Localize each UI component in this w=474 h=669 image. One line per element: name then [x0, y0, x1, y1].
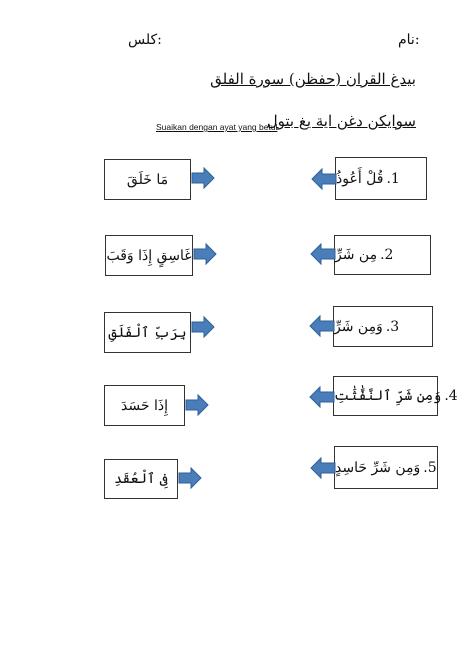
answer-text: غَاسِقٍ إِذَا وَقَبَ: [106, 247, 192, 264]
arrow-left-icon: [309, 315, 335, 337]
arrow-right-icon: [191, 316, 215, 338]
question-text: مِن شَرِّ: [335, 247, 378, 263]
question-box-1[interactable]: [335, 157, 427, 200]
answer-box-2[interactable]: [105, 235, 193, 276]
answer-text: مَا خَلَقَ: [126, 171, 169, 188]
question-text: وَمِن شَرِّ: [334, 318, 383, 335]
question-text: وَمِن شَرِّ ٱلنَّفَّٰثَٰتِ: [334, 388, 442, 404]
question-number: 2.: [380, 247, 394, 263]
question-box-4[interactable]: [333, 376, 458, 416]
arrow-left-icon: [310, 243, 336, 265]
answer-box-3[interactable]: [104, 312, 191, 353]
arrow-right-icon: [191, 167, 215, 189]
question-text: وَمِن شَرِّ حَاسِدٍ: [335, 459, 421, 476]
question-number: 1.: [386, 170, 400, 187]
arrow-right-icon: [193, 243, 217, 265]
question-box-5[interactable]: [334, 446, 438, 489]
arrow-right-icon: [178, 467, 202, 489]
name-label: نام:: [398, 32, 420, 48]
answer-text: إِذَا حَسَدَ: [121, 397, 168, 414]
answer-box-5[interactable]: [104, 459, 178, 499]
question-text: قُلْ أَعُوذُ: [336, 170, 384, 187]
answer-box-4[interactable]: [104, 385, 185, 426]
instruction-latin: Suaikan dengan ayat yang betul: [156, 122, 278, 132]
answer-box-1[interactable]: [104, 159, 191, 200]
answer-text: فِى ٱلْعُقَدِ: [114, 471, 168, 487]
question-box-2[interactable]: [334, 235, 431, 275]
arrow-right-icon: [185, 394, 209, 416]
question-number: 3.: [385, 318, 400, 335]
arrow-left-icon: [309, 386, 335, 408]
arrow-left-icon: [310, 457, 336, 479]
worksheet-title: بيدغ القران (حفظن) سورة الفلق: [210, 70, 416, 88]
question-number: 4.: [444, 388, 458, 404]
question-box-3[interactable]: [333, 306, 433, 347]
instruction-jawi: سوايكن دغن اية يغ بتول: [266, 112, 416, 130]
question-number: 5.: [423, 459, 437, 476]
answer-text: بِرَبِّ ٱلْفَلَقِ: [108, 324, 187, 341]
arrow-left-icon: [311, 168, 337, 190]
class-label: كلس:: [128, 32, 162, 48]
